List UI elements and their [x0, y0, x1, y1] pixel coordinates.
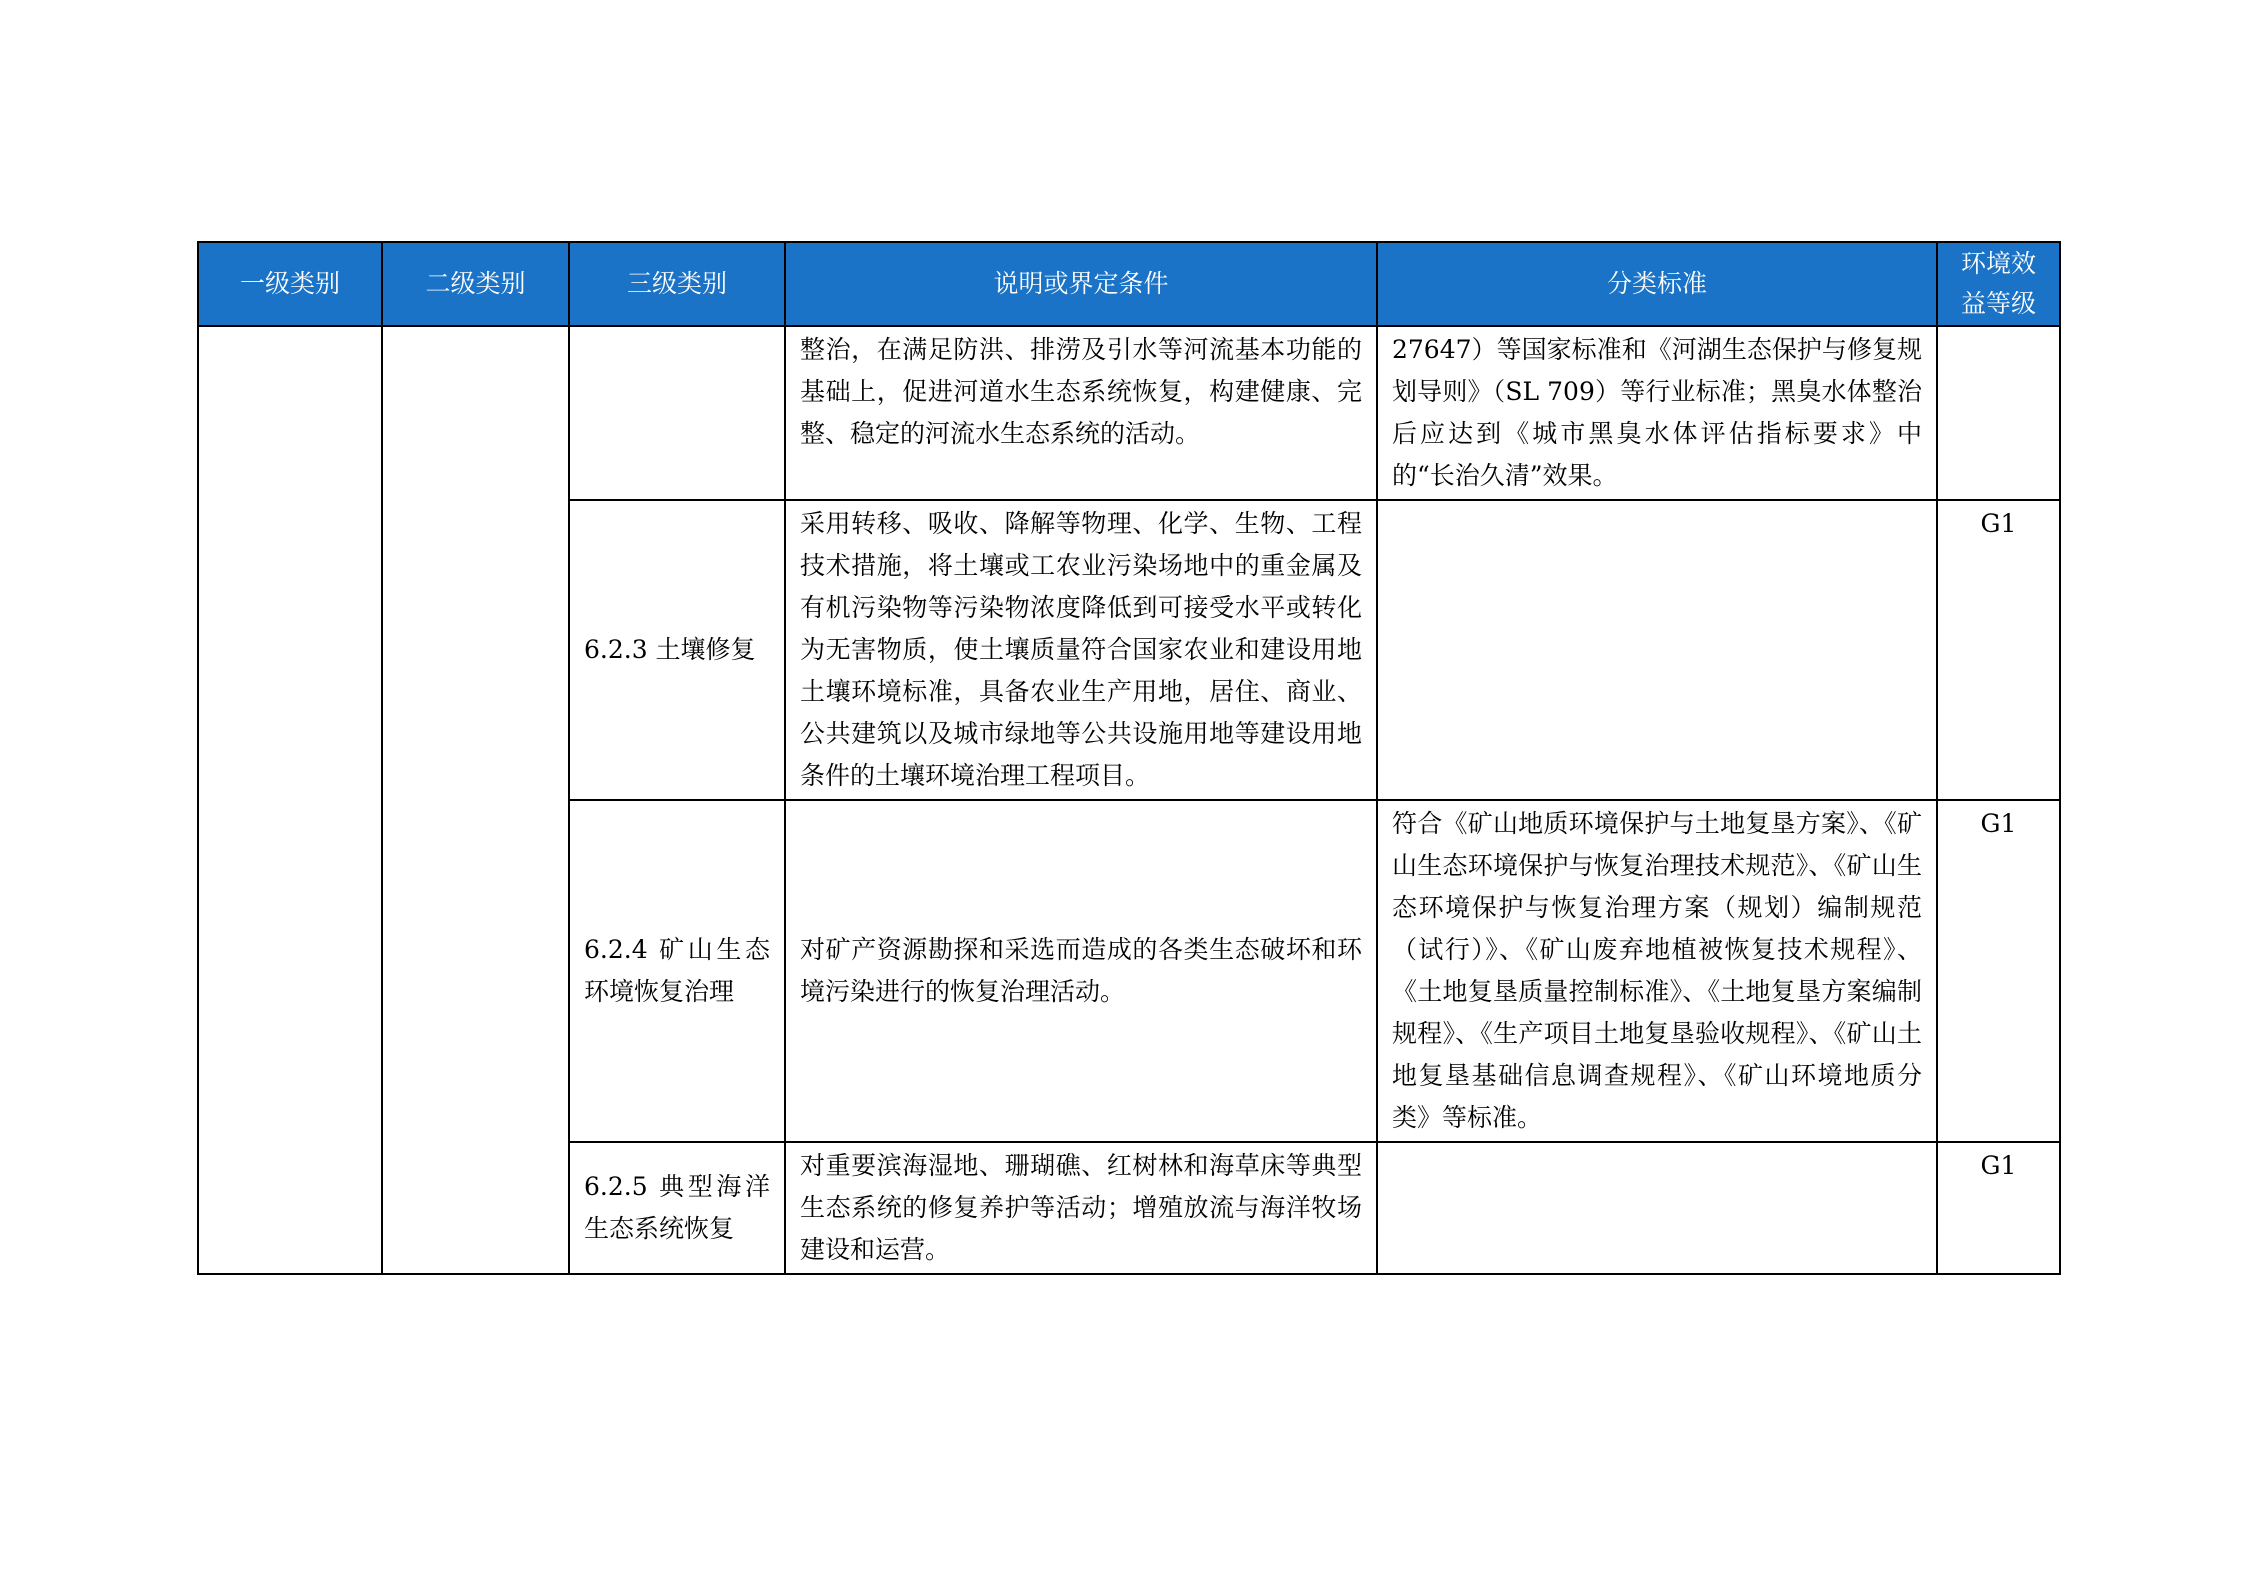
description-cell: 对重要滨海湿地、珊瑚礁、红树林和海草床等典型生态系统的修复养护等活动；增殖放流与海洋牧场建设和运营。: [785, 1142, 1377, 1274]
header-level2: 二级类别: [382, 242, 569, 326]
description-cell: 采用转移、吸收、降解等物理、化学、生物、工程技术措施，将土壤或工农业污染场地中的重金属及有机污染物等污染物浓度降低到可接受水平或转化为无害物质，使土壤质量符合国家农业和建设用地土壤环境标准，具备农业生产用地，居住、商业、公共建筑以及城市绿地等公共设施用地等建设用地条件的土壤环境治理工程项目。: [785, 500, 1377, 800]
header-level3: 三级类别: [569, 242, 785, 326]
description-cell: 整治，在满足防洪、排涝及引水等河流基本功能的基础上，促进河道水生态系统恢复，构建健康、完整、稳定的河流水生态系统的活动。: [785, 326, 1377, 500]
level1-cell: [198, 326, 382, 1274]
header-level1: 一级类别: [198, 242, 382, 326]
header-grade: 环境效益等级: [1937, 242, 2060, 326]
grade-cell: G1: [1937, 800, 2060, 1142]
level2-cell: [382, 326, 569, 1274]
level3-cell: [569, 326, 785, 500]
grade-cell: [1937, 326, 2060, 500]
description-cell: 对矿产资源勘探和采选而造成的各类生态破坏和环境污染进行的恢复治理活动。: [785, 800, 1377, 1142]
level3-cell: 6.2.5 典型海洋生态系统恢复: [569, 1142, 785, 1274]
standard-cell: [1377, 1142, 1937, 1274]
table-header-row: [198, 242, 2060, 326]
grade-cell: G1: [1937, 1142, 2060, 1274]
standard-cell: 27647）等国家标准和《河湖生态保护与修复规划导则》（SL 709）等行业标准；黑臭水体整治后应达到《城市黑臭水体评估指标要求》中的“长治久清”效果。: [1377, 326, 1937, 500]
classification-table: [197, 241, 2061, 1275]
standard-cell: 符合《矿山地质环境保护与土地复垦方案》、《矿山生态环境保护与恢复治理技术规范》、《矿山生态环境保护与恢复治理方案（规划）编制规范（试行）》、《矿山废弃地植被恢复技术规程》、《土地复垦质量控制标准》、《土地复垦方案编制规程》、《生产项目土地复垦验收规程》、《矿山土地复垦基础信息调查规程》、《矿山环境地质分类》等标准。: [1377, 800, 1937, 1142]
level3-cell: 6.2.3 土壤修复: [569, 500, 785, 800]
header-description: 说明或界定条件: [785, 242, 1377, 326]
grade-cell: G1: [1937, 500, 2060, 800]
table-row: [198, 326, 2060, 500]
header-standard: 分类标准: [1377, 242, 1937, 326]
level3-cell: 6.2.4 矿山生态环境恢复治理: [569, 800, 785, 1142]
standard-cell: [1377, 500, 1937, 800]
